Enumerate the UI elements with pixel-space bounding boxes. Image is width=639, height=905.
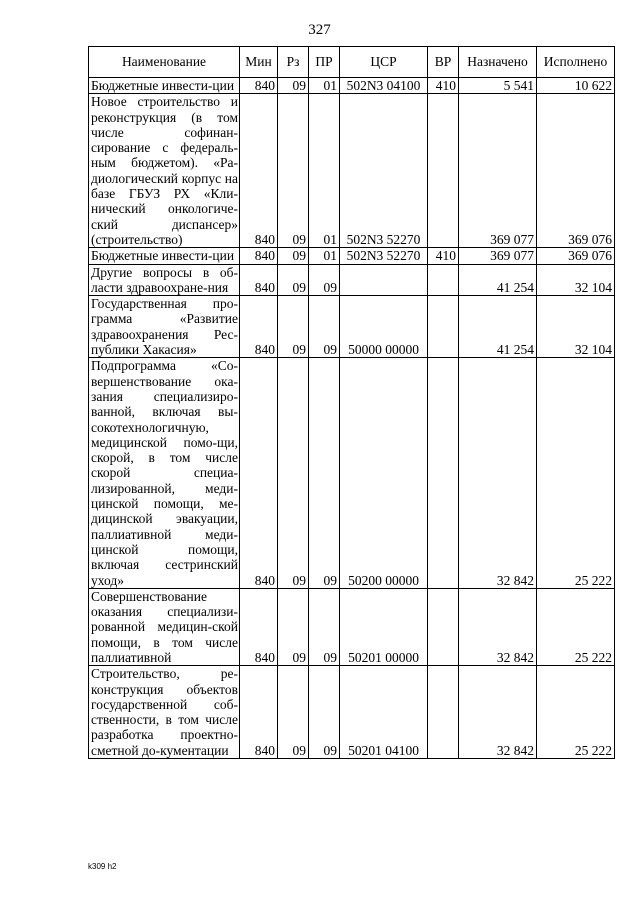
cell-pr: 01 xyxy=(309,78,340,94)
cell-assigned: 32 842 xyxy=(459,358,537,588)
cell-executed: 25 222 xyxy=(537,358,615,588)
cell-min: 840 xyxy=(240,358,278,588)
cell-name: Подпрограмма «Со-вершенствование ока-зания специализиро-ванной, включая вы-сокотехнологичную, медицинской помо-щи, скорой, в том числе скорой специа-лизированной, меди-цинской помощи, ме-дицинской эвакуации, паллиативной меди-цинской помощи, включая сестринский уход» xyxy=(89,358,240,588)
cell-pr: 09 xyxy=(309,666,340,759)
cell-csr: 50000 00000 xyxy=(340,296,428,358)
cell-min: 840 xyxy=(240,264,278,296)
cell-name: Совершенствование оказания специализи-рованной медицин-ской помощи, в том числе паллиативной xyxy=(89,588,240,665)
header-assigned: Назначено xyxy=(459,47,537,78)
header-vr: ВР xyxy=(428,47,459,78)
cell-vr xyxy=(428,296,459,358)
table-header-row xyxy=(89,47,615,78)
page-number: 327 xyxy=(308,22,331,38)
cell-min: 840 xyxy=(240,666,278,759)
table-row xyxy=(89,248,615,264)
cell-csr: 50201 00000 xyxy=(340,588,428,665)
cell-vr xyxy=(428,358,459,588)
cell-executed: 369 076 xyxy=(537,94,615,248)
table-row xyxy=(89,264,615,296)
cell-executed: 32 104 xyxy=(537,264,615,296)
cell-pr: 09 xyxy=(309,588,340,665)
cell-rz: 09 xyxy=(278,358,309,588)
cell-rz: 09 xyxy=(278,94,309,248)
cell-name: Государственная про-грамма «Развитие здравоохранения Рес-публики Хакасия» xyxy=(89,296,240,358)
cell-vr xyxy=(428,264,459,296)
header-pr: ПР xyxy=(309,47,340,78)
cell-vr: 410 xyxy=(428,248,459,264)
cell-rz: 09 xyxy=(278,264,309,296)
cell-min: 840 xyxy=(240,94,278,248)
cell-csr: 50201 04100 xyxy=(340,666,428,759)
table-row xyxy=(89,666,615,759)
cell-name: Новое строительство и реконструкция (в том числе софинан-сирование с федераль-ным бюджетом). «Ра-диологический корпус на базе ГБУЗ РХ «Кли-нический онкологиче-ский диспансер» (строительство) xyxy=(89,94,240,248)
header-min: Мин xyxy=(240,47,278,78)
cell-csr: 502N3 52270 xyxy=(340,94,428,248)
cell-executed: 10 622 xyxy=(537,78,615,94)
table-row xyxy=(89,94,615,248)
cell-csr: 50200 00000 xyxy=(340,358,428,588)
table-row xyxy=(89,296,615,358)
cell-executed: 32 104 xyxy=(537,296,615,358)
cell-name: Бюджетные инвести-ции xyxy=(89,78,240,94)
cell-assigned: 369 077 xyxy=(459,248,537,264)
cell-assigned: 5 541 xyxy=(459,78,537,94)
cell-vr xyxy=(428,588,459,665)
cell-min: 840 xyxy=(240,78,278,94)
cell-assigned: 369 077 xyxy=(459,94,537,248)
header-csr: ЦСР xyxy=(340,47,428,78)
cell-pr: 01 xyxy=(309,248,340,264)
cell-assigned: 32 842 xyxy=(459,588,537,665)
header-name: Наименование xyxy=(89,47,240,78)
cell-pr: 01 xyxy=(309,94,340,248)
cell-rz: 09 xyxy=(278,78,309,94)
cell-rz: 09 xyxy=(278,588,309,665)
cell-vr xyxy=(428,94,459,248)
cell-csr: 502N3 04100 xyxy=(340,78,428,94)
cell-csr xyxy=(340,264,428,296)
table-row xyxy=(89,358,615,588)
cell-name: Другие вопросы в об-ласти здравоохране-ния xyxy=(89,264,240,296)
budget-table xyxy=(88,46,615,759)
cell-vr: 410 xyxy=(428,78,459,94)
table-row xyxy=(89,588,615,665)
cell-pr: 09 xyxy=(309,296,340,358)
cell-vr xyxy=(428,666,459,759)
cell-assigned: 32 842 xyxy=(459,666,537,759)
cell-csr: 502N3 52270 xyxy=(340,248,428,264)
header-executed: Исполнено xyxy=(537,47,615,78)
cell-executed: 25 222 xyxy=(537,588,615,665)
cell-rz: 09 xyxy=(278,666,309,759)
cell-name: Строительство, ре-конструкция объектов государственной соб-ственности, в том числе разработка проектно-сметной до-кументации xyxy=(89,666,240,759)
cell-min: 840 xyxy=(240,296,278,358)
cell-executed: 369 076 xyxy=(537,248,615,264)
cell-min: 840 xyxy=(240,588,278,665)
cell-assigned: 41 254 xyxy=(459,296,537,358)
cell-rz: 09 xyxy=(278,296,309,358)
cell-min: 840 xyxy=(240,248,278,264)
header-rz: Рз xyxy=(278,47,309,78)
cell-name: Бюджетные инвести-ции xyxy=(89,248,240,264)
cell-rz: 09 xyxy=(278,248,309,264)
cell-assigned: 41 254 xyxy=(459,264,537,296)
cell-pr: 09 xyxy=(309,264,340,296)
cell-executed: 25 222 xyxy=(537,666,615,759)
footer-code: k309 h2 xyxy=(88,862,117,871)
table-row xyxy=(89,78,615,94)
cell-pr: 09 xyxy=(309,358,340,588)
